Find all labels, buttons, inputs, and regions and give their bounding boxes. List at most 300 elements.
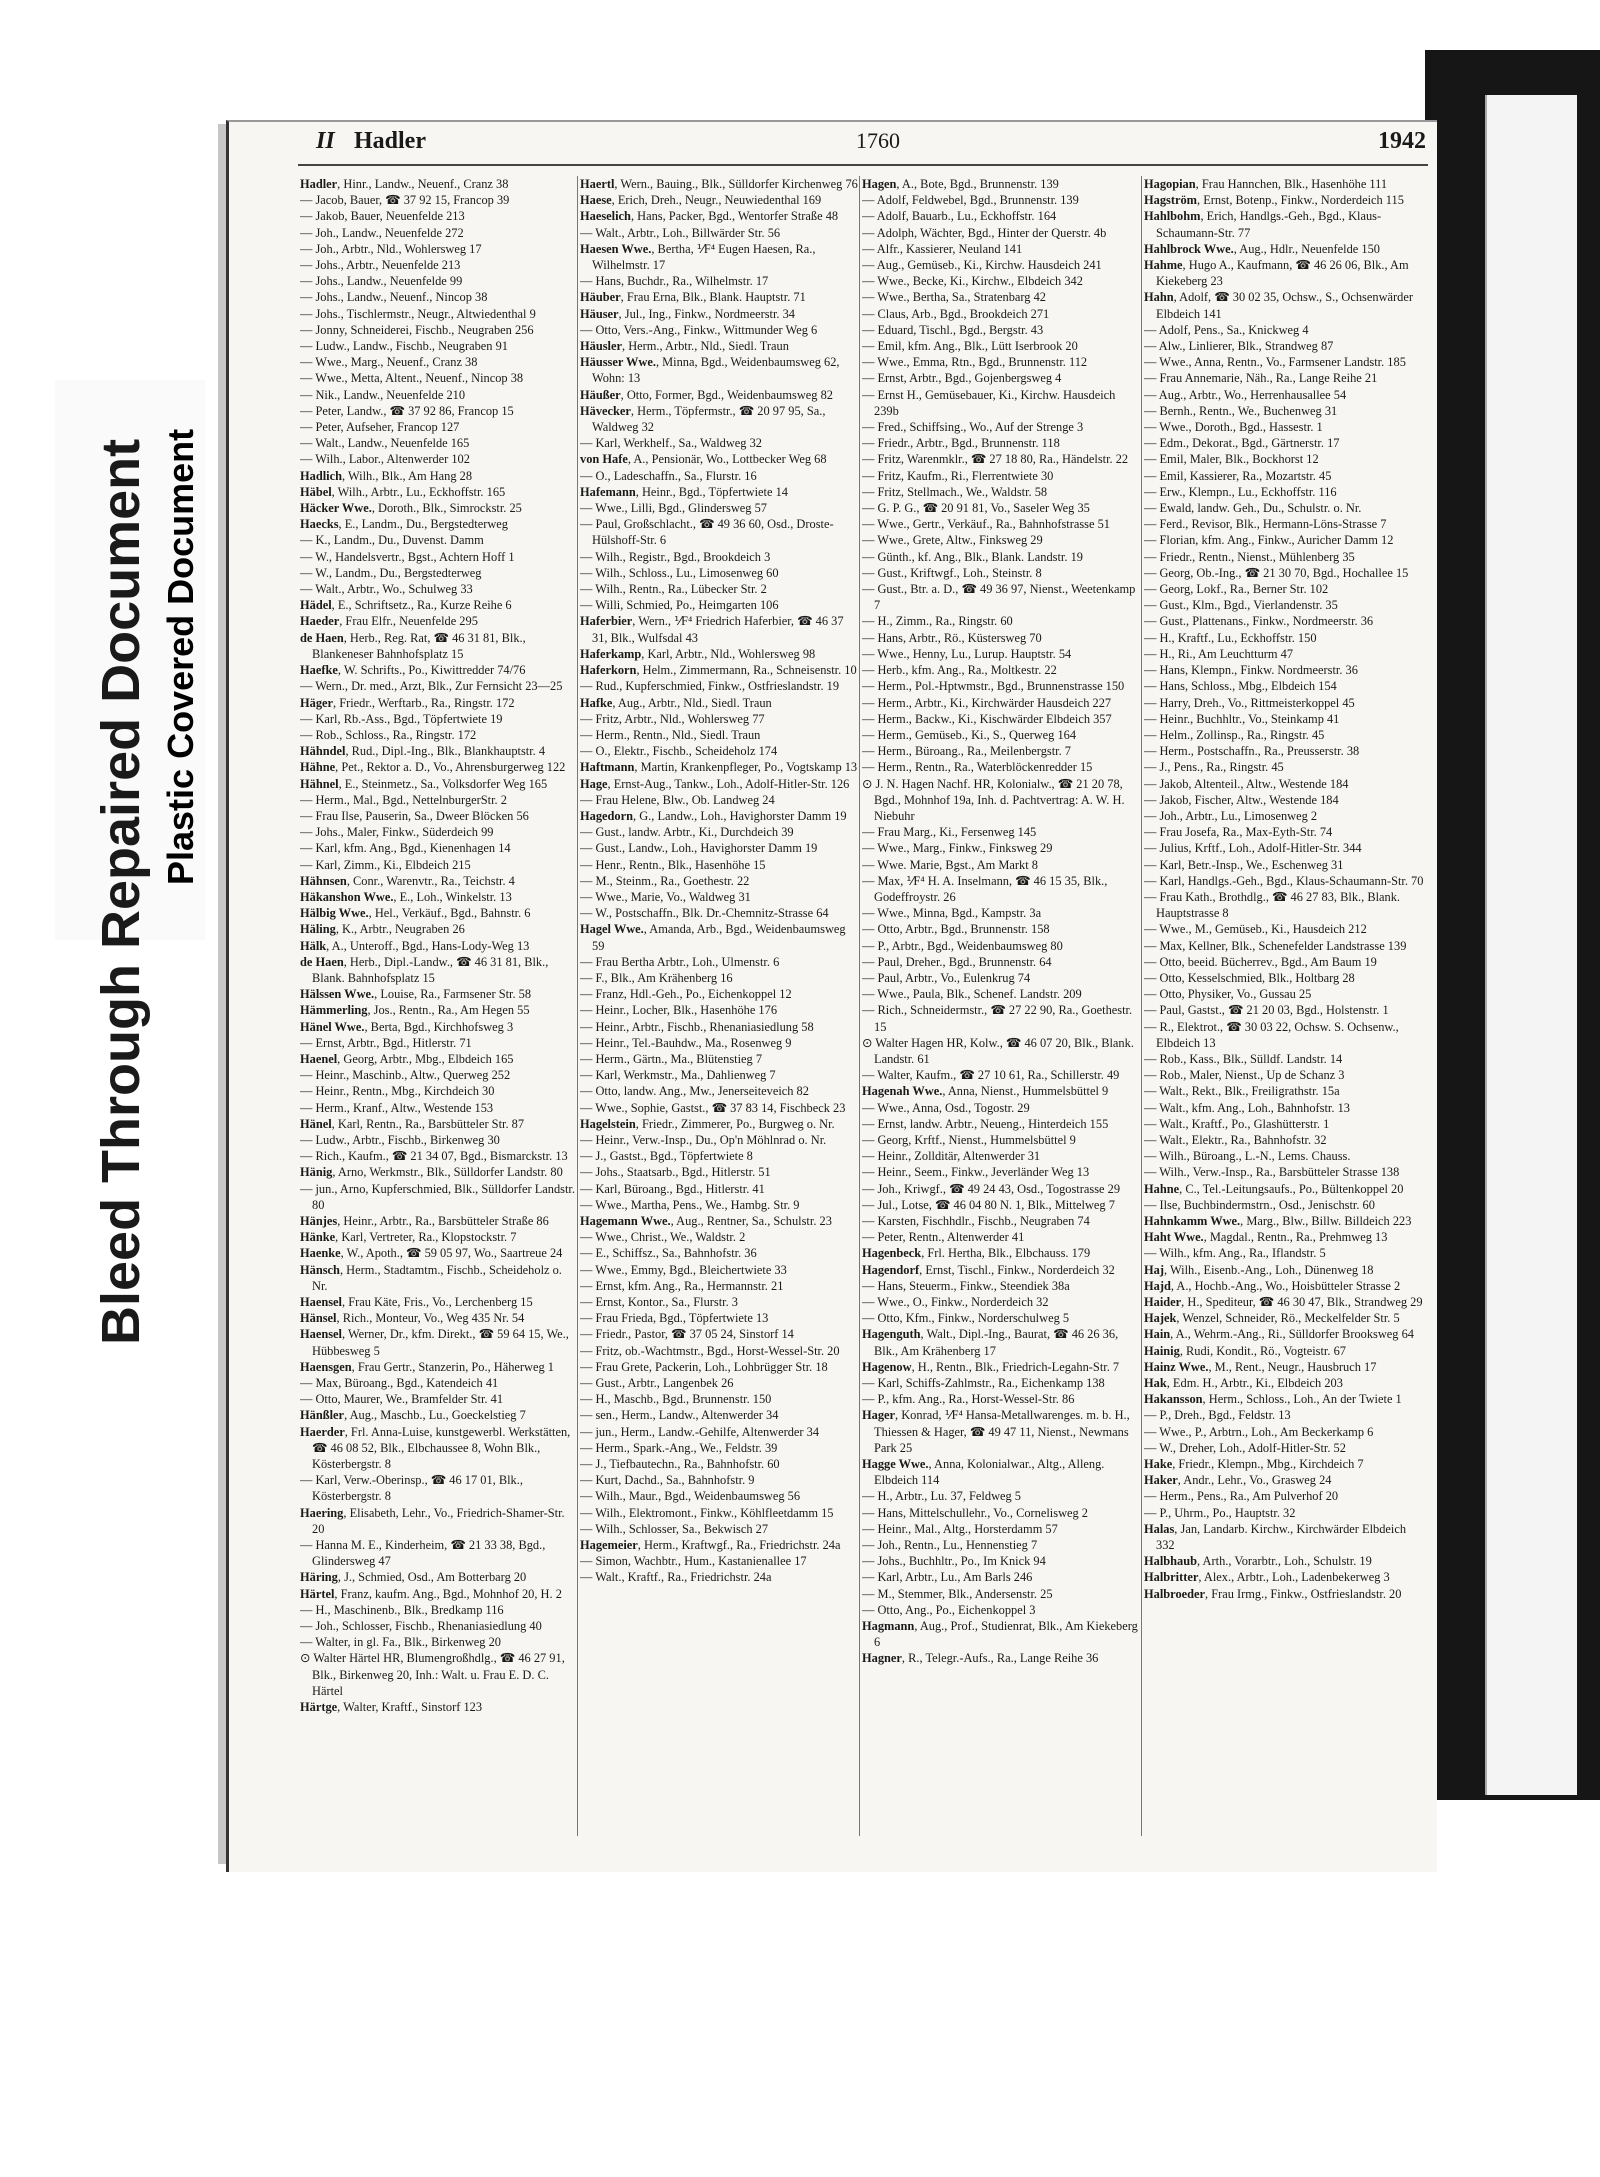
directory-entry: — Frau Ilse, Pauserin, Sa., Dweer Blöcken 56 xyxy=(300,808,529,823)
directory-entry: — Herm., Pens., Ra., Am Pulverhof 20 xyxy=(1144,1489,1339,1504)
directory-entry: — Heinr., Arbtr., Fischb., Rhenaniasiedlung 58 xyxy=(580,1019,814,1034)
directory-entry: — Walt., Kraftf., Po., Glashütterstr. 1 xyxy=(1144,1116,1330,1131)
directory-entry: — Wwe., Marie, Vo., Waldweg 31 xyxy=(580,889,751,904)
directory-entry: — Heinr., Tel.-Bauhdw., Ma., Rosenweg 9 xyxy=(580,1035,792,1050)
directory-entry: Hahlbrock Wwe., Aug., Hdlr., Neuenfelde 150 xyxy=(1144,241,1380,256)
directory-entry: — Ernst H., Gemüsebauer, Ki., Kirchw. Hausdeich 239b xyxy=(862,387,1116,418)
directory-entry: ⊙ J. N. Hagen Nachf. HR, Kolonialw., ☎ 21 20 78, Bgd., Mohnhof 19a, Inh. d. Pachtvertrag: A. W. H. Niebuhr xyxy=(862,776,1125,823)
directory-entry: Hagge Wwe., Anna, Kolonialwar., Altg., Alleng. Elbdeich 114 xyxy=(862,1457,1105,1488)
directory-entry: Hädel, E., Schriftsetz., Ra., Kurze Reihe 6 xyxy=(300,598,512,613)
directory-entry: Hahn, Adolf, ☎ 30 02 35, Ochsw., S., Ochsenwärder Elbdeich 141 xyxy=(1144,290,1413,321)
directory-entry: Hagen, A., Bote, Bgd., Brunnenstr. 139 xyxy=(862,177,1059,191)
directory-entry: Häuser, Jul., Ing., Finkw., Nordmeerstr. 34 xyxy=(580,306,795,321)
directory-entry: — Gust., Landw., Loh., Havighorster Damm 19 xyxy=(580,841,818,856)
directory-entry: Hafemann, Heinr., Bgd., Töpfertwiete 14 xyxy=(580,484,788,499)
directory-entry: de Haen, Herb., Reg. Rat, ☎ 46 31 81, Blk., Blankeneser Bahnhofsplatz 15 xyxy=(300,630,526,661)
directory-entry: — Frau Frieda, Bgd., Töpfertwiete 13 xyxy=(580,1311,769,1326)
directory-entry: — H., Maschinenb., Blk., Bredkamp 116 xyxy=(300,1602,504,1617)
directory-entry: — Walter, in gl. Fa., Blk., Birkenweg 20 xyxy=(300,1635,501,1650)
directory-entry: — Otto, Physiker, Vo., Gussau 25 xyxy=(1144,987,1312,1002)
directory-entry: — Rob., Kass., Blk., Sülldf. Landstr. 14 xyxy=(1144,1051,1343,1066)
directory-entry: — Heinr., Zollditär, Altenwerder 31 xyxy=(862,1149,1041,1164)
directory-entry: — Ernst, Kontor., Sa., Flurstr. 3 xyxy=(580,1295,738,1310)
running-head xyxy=(316,128,1426,164)
directory-entry: — Heinr., Verw.-Insp., Du., Op'n Möhlnrad o. Nr. xyxy=(580,1132,827,1147)
directory-entry: ⊙ Walter Hagen HR, Kolw., ☎ 46 07 20, Blk., Blank. Landstr. 61 xyxy=(862,1035,1134,1066)
directory-entry: Hagner, R., Telegr.-Aufs., Ra., Lange Reihe 36 xyxy=(862,1651,1099,1666)
directory-entry: Hahlbohm, Erich, Handlgs.-Geh., Bgd., Klaus-Schaumann-Str. 77 xyxy=(1144,209,1382,240)
directory-entry: Hagelstein, Friedr., Zimmerer, Po., Burgweg o. Nr. xyxy=(580,1116,835,1131)
directory-entry: — Wwe., Minna, Bgd., Kampstr. 3a xyxy=(862,906,1042,921)
directory-entry: Hävecker, Herm., Töpfermstr., ☎ 20 97 95, Sa., Waldweg 32 xyxy=(580,403,826,435)
directory-entry: — Otto, landw. Ang., Mw., Jenerseiteveich 82 xyxy=(580,1084,809,1099)
directory-entry: Häusser Wwe., Minna, Bgd., Weidenbaumsweg 62, Wohn: 13 xyxy=(580,355,840,386)
directory-entry: — E., Schiffsz., Sa., Bahnhofstr. 36 xyxy=(580,1246,757,1261)
directory-entry: — Fritz, Arbtr., Nld., Wohlersweg 77 xyxy=(580,711,765,726)
directory-entry: Haensel, Werner, Dr., kfm. Direkt., ☎ 59 64 15, We., Hübbesweg 5 xyxy=(300,1327,569,1358)
directory-entry: — O., Ladeschaffn., Sa., Flurstr. 16 xyxy=(580,468,757,483)
directory-entry: — Herm., Gärtn., Ma., Blütenstieg 7 xyxy=(580,1051,763,1066)
directory-entry: Hämmerling, Jos., Rentn., Ra., Am Hegen 55 xyxy=(300,1003,530,1018)
directory-entry: — Ewald, landw. Geh., Du., Schulstr. o. Nr. xyxy=(1144,501,1362,516)
directory-entry: — Joh., Arbtr., Nld., Wohlersweg 17 xyxy=(300,241,482,256)
directory-entry: — Karl, Verw.-Oberinsp., ☎ 46 17 01, Blk., Kösterbergstr. 8 xyxy=(300,1473,523,1504)
directory-entry: — Joh., Schlosser, Fischb., Rhenaniasiedlung 40 xyxy=(300,1619,542,1634)
volume-number: II xyxy=(316,128,335,154)
directory-entry: — Peter, Rentn., Altenwerder 41 xyxy=(862,1230,1025,1245)
directory-entry: — Ernst, Arbtr., Bgd., Hitlerstr. 71 xyxy=(300,1035,472,1050)
directory-entry: — Johs., Arbtr., Neuenfelde 213 xyxy=(300,258,461,273)
directory-entry: — Wilh., Elektromont., Finkw., Köhlfleetdamm 15 xyxy=(580,1505,834,1520)
directory-entry: — Ilse, Buchbindermstrn., Osd., Jenischstr. 60 xyxy=(1144,1197,1375,1212)
directory-entry: — Herm., Büroang., Ra., Meilenbergstr. 7 xyxy=(862,744,1072,759)
directory-entry: — Wwe., Martha, Pens., We., Hambg. Str. 9 xyxy=(580,1197,800,1212)
directory-entry: — Georg, Krftf., Nienst., Hummelsbüttel 9 xyxy=(862,1132,1076,1147)
directory-entry: — Wilh., Schloss., Lu., Limosenweg 60 xyxy=(580,565,779,580)
directory-entry: — H., Kraftf., Lu., Eckhoffstr. 150 xyxy=(1144,630,1317,645)
directory-entry: — Wwe., Emma, Rtn., Bgd., Brunnenstr. 112 xyxy=(862,355,1088,370)
directory-entry: — Karl, Arbtr., Lu., Am Barls 246 xyxy=(862,1570,1033,1585)
directory-entry: — Wilh., Labor., Altenwerder 102 xyxy=(300,452,470,467)
directory-entry: Hänel, Karl, Rentn., Ra., Barsbütteler Str. 87 xyxy=(300,1116,525,1131)
directory-entry: — Karl, Rb.-Ass., Bgd., Töpfertwiete 19 xyxy=(300,711,503,726)
directory-entry: — Ludw., Arbtr., Fischb., Birkenweg 30 xyxy=(300,1132,500,1147)
directory-entry: — Paul, Großschlacht., ☎ 49 36 60, Osd., Droste-Hülshoff-Str. 6 xyxy=(580,517,834,548)
directory-entry: — Wwe., P., Arbtrn., Loh., Am Beckerkamp 6 xyxy=(1144,1424,1374,1439)
directory-entry: Hajd, A., Hochb.-Ang., Wo., Hoisbütteler Strasse 2 xyxy=(1144,1278,1401,1293)
directory-entry: — Frau Josefa, Ra., Max-Eyth-Str. 74 xyxy=(1144,825,1333,840)
directory-entry: — Karl, Büroang., Bgd., Hitlerstr. 41 xyxy=(580,1181,765,1196)
directory-entry: Hagendorf, Ernst, Tischl., Finkw., Norderdeich 32 xyxy=(862,1262,1115,1277)
directory-entry: — Ernst, Arbtr., Bgd., Gojenbergsweg 4 xyxy=(862,371,1062,386)
directory-entry: — Gust., Btr. a. D., ☎ 49 36 97, Nienst., Weetenkamp 7 xyxy=(862,582,1136,613)
directory-entry: — Frau Helene, Blw., Ob. Landweg 24 xyxy=(580,792,775,807)
directory-entry: — Jakob, Fischer, Altw., Westende 184 xyxy=(1144,792,1339,807)
directory-entry: — Wwe., Anna, Rentn., Vo., Farmsener Landstr. 185 xyxy=(1144,355,1406,370)
directory-entry: Hainz Wwe., M., Rent., Neugr., Hausbruch 17 xyxy=(1144,1359,1377,1374)
directory-entry: — Herm., Pol.-Hptwmstr., Bgd., Brunnenstrasse 150 xyxy=(862,679,1125,694)
directory-entry: — Fred., Schiffsing., Wo., Auf der Strenge 3 xyxy=(862,420,1084,435)
header-year: 1942 xyxy=(1378,128,1426,154)
directory-entry: — Heinr., Seem., Finkw., Jeverländer Weg 13 xyxy=(862,1165,1090,1180)
directory-entry: — Jonny, Schneiderei, Fischb., Neugraben 256 xyxy=(300,322,534,337)
directory-entry: — Max, ⅟F⁴ H. A. Inselmann, ☎ 46 15 35, Blk., Godeffroystr. 26 xyxy=(862,873,1108,904)
directory-entry: — Wwe. Marie, Bgst., Am Markt 8 xyxy=(862,857,1038,872)
directory-entry: — Frau Bertha Arbtr., Loh., Ulmenstr. 6 xyxy=(580,954,780,969)
directory-entry: — Bernh., Rentn., We., Buchenweg 31 xyxy=(1144,403,1338,418)
directory-entry: — Nik., Landw., Neuenfelde 210 xyxy=(300,387,466,402)
directory-entry: — Friedr., Rentn., Nienst., Mühlenberg 35 xyxy=(1144,549,1355,564)
directory-entry: — Joh., Rentn., Lu., Hennenstieg 7 xyxy=(862,1538,1038,1553)
directory-entry: — Kurt, Dachd., Sa., Bahnhofstr. 9 xyxy=(580,1473,755,1488)
header-name: Hadler xyxy=(354,128,426,154)
directory-entry: — J., Gastst., Bgd., Töpfertwiete 8 xyxy=(580,1149,753,1164)
directory-entry: — H., Arbtr., Lu. 37, Feldweg 5 xyxy=(862,1489,1022,1504)
directory-entry: — Wilh., kfm. Ang., Ra., Iflandstr. 5 xyxy=(1144,1246,1326,1261)
directory-entry: Hänsch, Herm., Stadtamtm., Fischb., Scheideholz o. Nr. xyxy=(300,1262,562,1293)
directory-entry: — G. P. G., ☎ 20 91 81, Vo., Saseler Weg 35 xyxy=(862,501,1090,516)
directory-entry: Haker, Andr., Lehr., Vo., Grasweg 24 xyxy=(1144,1473,1332,1488)
directory-entry: Haecks, E., Landm., Du., Bergstedterweg xyxy=(300,517,508,532)
directory-entry: — Jacob, Bauer, ☎ 37 92 15, Francop 39 xyxy=(300,193,510,208)
directory-entry: — P., Uhrm., Po., Hauptstr. 32 xyxy=(1144,1505,1296,1520)
directory-entry: — Wwe., Emmy, Bgd., Bleichertwiete 33 xyxy=(580,1262,787,1277)
directory-entry: — Hans, Mittelschullehr., Vo., Cornelisweg 2 xyxy=(862,1505,1089,1520)
directory-entry: — Ernst, landw. Arbtr., Neueng., Hinterdeich 155 xyxy=(862,1116,1109,1131)
directory-entry: — Walt., Arbtr., Wo., Schulweg 33 xyxy=(300,582,473,597)
directory-entry: — Wwe., Doroth., Bgd., Hassestr. 1 xyxy=(1144,420,1323,435)
directory-entry: Hakansson, Herm., Schloss., Loh., An der Twiete 1 xyxy=(1144,1392,1402,1407)
directory-entry: — Wwe., Paula, Blk., Schenef. Landstr. 209 xyxy=(862,987,1082,1002)
directory-entry: — H., Maschb., Bgd., Brunnenstr. 150 xyxy=(580,1392,772,1407)
directory-entry: Häcker Wwe., Doroth., Blk., Simrockstr. 25 xyxy=(300,501,522,516)
directory-entry: Hänsel, Rich., Monteur, Vo., Weg 435 Nr. 54 xyxy=(300,1311,525,1326)
directory-entry: Häger, Friedr., Werftarb., Ra., Ringstr. 172 xyxy=(300,695,515,710)
directory-entry: — Walt., Rekt., Blk., Freiligrathstr. 15a xyxy=(1144,1084,1340,1099)
directory-entry: Hänke, Karl, Vertreter, Ra., Klopstockstr. 7 xyxy=(300,1230,517,1245)
directory-entry: — Karl, Werkhelf., Sa., Waldweg 32 xyxy=(580,436,762,451)
directory-entry: Hälbig Wwe., Hel., Verkäuf., Bgd., Bahnstr. 6 xyxy=(300,906,531,921)
directory-entry: — Herm., Rentn., Ra., Waterblöckenredder 15 xyxy=(862,760,1093,775)
directory-entry: Hagenow, H., Rentn., Blk., Friedrich-Legahn-Str. 7 xyxy=(862,1359,1120,1374)
directory-entry: — Wilh., Maur., Bgd., Weidenbaumsweg 56 xyxy=(580,1489,801,1504)
directory-entry: — Wwe., Bertha, Sa., Stratenbarg 42 xyxy=(862,290,1046,305)
directory-entry: — Fritz, ob.-Wachtmstr., Bgd., Horst-Wessel-Str. 20 xyxy=(580,1343,840,1358)
directory-entry: — Walt., Landw., Neuenfelde 165 xyxy=(300,436,470,451)
directory-entry: — Adolf, Feldwebel, Bgd., Brunnenstr. 139 xyxy=(862,193,1079,208)
directory-entry: — W., Handelsvertr., Bgst., Achtern Hoff 1 xyxy=(300,549,515,564)
directory-entry: — Rich., Schneidermstr., ☎ 27 22 90, Ra., Goethestr. 15 xyxy=(862,1003,1133,1034)
directory-entry: — Florian, kfm. Ang., Finkw., Auricher Damm 12 xyxy=(1144,533,1394,548)
directory-entry: — Hans, Buchdr., Ra., Wilhelmstr. 17 xyxy=(580,274,769,289)
directory-entry: Hänjes, Heinr., Arbtr., Ra., Barsbütteler Straße 86 xyxy=(300,1214,549,1228)
directory-entry: — Heinr., Locher, Blk., Hasenhöhe 176 xyxy=(580,1003,778,1018)
directory-entry: Hagedorn, G., Landw., Loh., Havighorster Damm 19 xyxy=(580,808,847,823)
directory-entry: — Herm., Postschaffn., Ra., Preusserstr. 38 xyxy=(1144,744,1360,759)
directory-entry: — P., Dreh., Bgd., Feldstr. 13 xyxy=(1144,1408,1291,1423)
directory-entry: — Franz, Hdl.-Geh., Po., Eichenkoppel 12 xyxy=(580,987,792,1002)
directory-entry: Hafke, Aug., Arbtr., Nld., Siedl. Traun xyxy=(580,695,772,710)
directory-entry: — Herm., Mal., Bgd., NettelnburgerStr. 2 xyxy=(300,792,507,807)
directory-entry: — Herm., Kranf., Altw., Westende 153 xyxy=(300,1100,494,1115)
directory-entry: — Gust., landw. Arbtr., Ki., Durchdeich 39 xyxy=(580,825,794,840)
directory-entry: — Claus, Arb., Bgd., Brookdeich 271 xyxy=(862,306,1050,321)
directory-entry: Hähnsen, Conr., Warenvtr., Ra., Teichstr. 4 xyxy=(300,873,515,888)
directory-entry: Haeder, Frau Elfr., Neuenfelde 295 xyxy=(300,614,478,629)
directory-entry: Häusler, Herm., Arbtr., Nld., Siedl. Traun xyxy=(580,339,789,354)
directory-entry: — Jul., Lotse, ☎ 46 04 80 N. 1, Blk., Mittelweg 7 xyxy=(862,1197,1115,1212)
column-divider xyxy=(1141,176,1142,1836)
directory-entry: — Adolf, Pens., Sa., Knickweg 4 xyxy=(1144,322,1309,337)
directory-entry: — Henr., Rentn., Blk., Hasenhöhe 15 xyxy=(580,857,766,872)
directory-entry: Hagenguth, Walt., Dipl.-Ing., Baurat, ☎ 46 26 36, Blk., Am Krähenberg 17 xyxy=(862,1327,1119,1358)
directory-entry: Haensel, Frau Käte, Fris., Vo., Lerchenberg 15 xyxy=(300,1295,533,1310)
directory-entry: — Johs., Tischlermstr., Neugr., Altwiedenthal 9 xyxy=(300,306,536,321)
directory-entry: — Fritz, Stellmach., We., Waldstr. 58 xyxy=(862,484,1048,499)
directory-entry: — Wilh., Büroang., L.-N., Lems. Chauss. xyxy=(1144,1149,1351,1164)
directory-entry: — Wilh., Verw.-Insp., Ra., Barsbütteler Strasse 138 xyxy=(1144,1165,1400,1180)
directory-entry: — H., Zimm., Ra., Ringstr. 60 xyxy=(862,614,1013,629)
directory-entry: — Wern., Dr. med., Arzt, Blk., Zur Fernsicht 23—25 xyxy=(300,679,563,694)
directory-entry: — Wilh., Registr., Bgd., Brookdeich 3 xyxy=(580,549,771,564)
directory-entry: Hahme, Hugo A., Kaufmann, ☎ 46 26 06, Blk., Am Kiekeberg 23 xyxy=(1144,258,1409,289)
directory-entry: — Alfr., Kassierer, Neuland 141 xyxy=(862,241,1023,256)
directory-entry: — Johs., Landw., Neuenf., Nincop 38 xyxy=(300,290,488,305)
directory-entry: — Otto, beeid. Bücherrev., Bgd., Am Baum 19 xyxy=(1144,954,1377,969)
directory-entry: — Adolph, Wächter, Bgd., Hinter der Querstr. 4b xyxy=(862,225,1107,240)
directory-entry: — Rud., Kupferschmied, Finkw., Ostfrieslandstr. 19 xyxy=(580,679,840,694)
plastic-covered-label: Plastic Covered Document xyxy=(160,428,201,885)
directory-entry: Haensgen, Frau Gertr., Stanzerin, Po., Häherweg 1 xyxy=(300,1359,554,1374)
directory-entry: — Karl, Schiffs-Zahlmstr., Ra., Eichenkamp 138 xyxy=(862,1376,1105,1391)
directory-entry: Hajek, Wenzel, Schneider, Rö., Meckelfelder Str. 5 xyxy=(1144,1311,1400,1326)
directory-entry: Haj, Wilh., Eisenb.-Ang., Loh., Dünenweg 18 xyxy=(1144,1262,1374,1277)
directory-entry: Häkanshon Wwe., E., Loh., Winkelstr. 13 xyxy=(300,889,512,904)
directory-entry: Hagmann, Aug., Prof., Studienrat, Blk., Am Kiekeberg 6 xyxy=(862,1619,1138,1650)
directory-entry: — Rich., Kaufm., ☎ 21 34 07, Bgd., Bismarckstr. 13 xyxy=(300,1149,568,1164)
directory-column-1 xyxy=(300,176,578,1836)
directory-entry: — Gust., Kriftwgf., Loh., Steinstr. 8 xyxy=(862,565,1042,580)
directory-entry: — Wwe., Gertr., Verkäuf., Ra., Bahnhofstrasse 51 xyxy=(862,517,1110,532)
directory-entry: — Otto, Ang., Po., Eichenkoppel 3 xyxy=(862,1602,1036,1617)
directory-entry: Haeselich, Hans, Packer, Bgd., Wentorfer Straße 48 xyxy=(580,209,839,224)
directory-entry: Haering, Elisabeth, Lehr., Vo., Friedrich-Shamer-Str. 20 xyxy=(300,1505,565,1536)
directory-entry: — Wwe., Anna, Osd., Togostr. 29 xyxy=(862,1100,1030,1115)
directory-entry: — W., Postschaffn., Blk. Dr.-Chemnitz-Strasse 64 xyxy=(580,906,829,921)
directory-entry: Hager, Konrad, ⅟F⁴ Hansa-Metallwarenges. m. b. H., Thiessen & Hager, ☎ 49 47 11, Nienst., Newmans Park 25 xyxy=(862,1408,1130,1455)
directory-entry: — Herm., Arbtr., Ki., Kirchwärder Hausdeich 227 xyxy=(862,695,1112,710)
directory-entry: — Hans, Arbtr., Rö., Küstersweg 70 xyxy=(862,630,1042,645)
directory-entry: Hagenbeck, Frl. Hertha, Blk., Elbchauss. 179 xyxy=(862,1246,1091,1261)
directory-entry: — Wilh., Rentn., Ra., Lübecker Str. 2 xyxy=(580,582,767,597)
directory-entry: — Helm., Zollinsp., Ra., Ringstr. 45 xyxy=(1144,727,1325,742)
directory-entry: — J., Pens., Ra., Ringstr. 45 xyxy=(1144,760,1284,775)
directory-entry: — Walt., kfm. Ang., Loh., Bahnhofstr. 13 xyxy=(1144,1100,1350,1115)
directory-entry: — Edm., Dekorat., Bgd., Gärtnerstr. 17 xyxy=(1144,436,1340,451)
directory-entry: — Otto, Kfm., Finkw., Norderschulweg 5 xyxy=(862,1311,1070,1326)
directory-entry: — Heinr., Rentn., Mbg., Kirchdeich 30 xyxy=(300,1084,495,1099)
directory-entry: — Wwe., Henny, Lu., Lurup. Hauptstr. 54 xyxy=(862,646,1072,661)
directory-entry: Häußer, Otto, Former, Bgd., Weidenbaumsweg 82 xyxy=(580,387,833,402)
directory-entry: — Wwe., Metta, Altent., Neuenf., Nincop 38 xyxy=(300,371,524,386)
directory-entry: Hänig, Arno, Werkmstr., Blk., Sülldorfer Landstr. 80 xyxy=(300,1165,563,1180)
directory-entry: — W., Dreher, Loh., Adolf-Hitler-Str. 52 xyxy=(1144,1440,1346,1455)
directory-entry: — Alw., Linlierer, Blk., Strandweg 87 xyxy=(1144,339,1334,354)
directory-entry: Haefke, W. Schrifts., Po., Kiwittredder 74/76 xyxy=(300,663,526,678)
directory-entry: Häring, J., Schmied, Osd., Am Botterbarg 20 xyxy=(300,1570,527,1585)
directory-entry: — R., Elektrot., ☎ 30 03 22, Ochsw. S. Ochsenw., Elbdeich 13 xyxy=(1144,1019,1399,1050)
directory-entry: — Aug., Arbtr., Wo., Herrenhausallee 54 xyxy=(1144,387,1347,402)
directory-entry: — Willi, Schmied, Po., Heimgarten 106 xyxy=(580,598,779,613)
directory-entry: — Emil, kfm. Ang., Blk., Lütt Iserbrook 20 xyxy=(862,339,1078,354)
column-divider xyxy=(577,176,578,1836)
directory-entry: Härtge, Walter, Kraftf., Sinstorf 123 xyxy=(300,1700,483,1715)
directory-entry: — Ludw., Landw., Fischb., Neugraben 91 xyxy=(300,339,508,354)
directory-entry: — Joh., Arbtr., Lu., Limosenweg 2 xyxy=(1144,808,1318,823)
directory-entry: — P., kfm. Ang., Ra., Horst-Wessel-Str. 86 xyxy=(862,1392,1075,1407)
directory-entry: Hahnkamm Wwe., Marg., Blw., Billw. Billdeich 223 xyxy=(1144,1214,1412,1228)
directory-entry: — Walter, Kaufm., ☎ 27 10 61, Ra., Schillerstr. 49 xyxy=(862,1068,1120,1083)
directory-entry: Hänßler, Aug., Maschb., Lu., Goeckelstieg 7 xyxy=(300,1408,526,1423)
directory-entry: — Walt., Kraftf., Ra., Friedrichstr. 24a xyxy=(580,1570,772,1585)
directory-entry: — Fritz, Warenmklr., ☎ 27 18 80, Ra., Händelstr. 22 xyxy=(862,452,1129,467)
directory-entry: — Johs., Staatsarb., Bgd., Hitlerstr. 51 xyxy=(580,1165,771,1180)
directory-entry: Haftmann, Martin, Krankenpfleger, Po., Vogtskamp 13 xyxy=(580,760,858,775)
directory-entry: Halbritter, Alex., Arbtr., Loh., Ladenbekerweg 3 xyxy=(1144,1570,1390,1585)
directory-entry: — W., Landm., Du., Bergstedterweg xyxy=(300,565,482,580)
directory-entry: — Jakob, Altenteil., Altw., Westende 184 xyxy=(1144,776,1349,791)
directory-entry: Hagemeier, Herm., Kraftwgf., Ra., Friedrichstr. 24a xyxy=(580,1538,841,1553)
directory-entry: — Wwe., Sophie, Gastst., ☎ 37 83 14, Fischbeck 23 xyxy=(580,1100,846,1115)
directory-entry: — Walt., Arbtr., Loh., Billwärder Str. 56 xyxy=(580,225,781,240)
directory-entry: — Julius, Krftf., Loh., Adolf-Hitler-Str. 344 xyxy=(1144,841,1362,856)
directory-column-4 xyxy=(1144,176,1426,1836)
directory-entry: — Wwe., O., Finkw., Norderdeich 32 xyxy=(862,1295,1049,1310)
directory-entry: — Peter, Aufseher, Francop 127 xyxy=(300,420,460,435)
directory-entry: — Hans, Steuerm., Finkw., Steendiek 38a xyxy=(862,1278,1070,1293)
directory-entry: — Johs., Landw., Neuenfelde 99 xyxy=(300,274,463,289)
directory-entry: — Paul, Arbtr., Vo., Eulenkrug 74 xyxy=(862,970,1031,985)
directory-entry: — Emil, Kassierer, Ra., Mozartstr. 45 xyxy=(1144,468,1332,483)
directory-entry: Halbhaub, Arth., Vorarbtr., Loh., Schulstr. 19 xyxy=(1144,1554,1372,1569)
directory-entry: — Frau Grete, Packerin, Loh., Lohbrügger Str. 18 xyxy=(580,1359,828,1374)
directory-entry: — Otto, Vers.-Ang., Finkw., Wittmunder Weg 6 xyxy=(580,322,818,337)
directory-entry: — Herb., kfm. Ang., Ra., Moltkestr. 22 xyxy=(862,663,1057,678)
directory-entry: — Gust., Plattenans., Finkw., Nordmeerstr. 36 xyxy=(1144,614,1374,629)
directory-entry: Hain, A., Wehrm.-Ang., Ri., Sülldorfer Brooksweg 64 xyxy=(1144,1327,1414,1342)
directory-entry: — Herm., Spark.-Ang., We., Feldstr. 39 xyxy=(580,1440,778,1455)
directory-entry: Häbel, Wilh., Arbtr., Lu., Eckhoffstr. 165 xyxy=(300,484,506,499)
directory-entry: — Peter, Landw., ☎ 37 92 86, Francop 15 xyxy=(300,403,514,418)
directory-entry: — Hanna M. E., Kinderheim, ☎ 21 33 38, Bgd., Glindersweg 47 xyxy=(300,1538,546,1569)
directory-entry: Häuber, Frau Erna, Blk., Blank. Hauptstr. 71 xyxy=(580,290,806,305)
directory-entry: Haenel, Georg, Arbtr., Mbg., Elbdeich 165 xyxy=(300,1051,514,1066)
directory-entry: Hagström, Ernst, Botenp., Finkw., Norderdeich 115 xyxy=(1144,193,1404,208)
bleed-through-text: Bleed Through xyxy=(91,964,151,1345)
directory-entry: — Wwe., Grete, Altw., Finksweg 29 xyxy=(862,533,1043,548)
directory-entry: — Wilh., Schlosser, Sa., Bekwisch 27 xyxy=(580,1521,769,1536)
directory-entry: Hagel Wwe., Amanda, Arb., Bgd., Weidenbaumsweg 59 xyxy=(580,922,846,953)
directory-entry: — Ernst, kfm. Ang., Ra., Hermannstr. 21 xyxy=(580,1278,784,1293)
directory-entry: Haesen Wwe., Bertha, ⅟F⁴ Eugen Haesen, Ra., Wilhelmstr. 17 xyxy=(580,241,816,273)
directory-entry: — Wwe., M., Gemüseb., Ki., Hausdeich 212 xyxy=(1144,922,1367,937)
directory-entry: — P., Arbtr., Bgd., Weidenbaumsweg 80 xyxy=(862,938,1063,953)
scanner-edge-strip xyxy=(1485,95,1577,1795)
directory-entry: — Joh., Landw., Neuenfelde 272 xyxy=(300,225,464,240)
directory-entry: Hainig, Rudi, Kondit., Rö., Vogteistr. 67 xyxy=(1144,1343,1346,1358)
directory-entry: — Heinr., Buchhltr., Vo., Steinkamp 41 xyxy=(1144,711,1340,726)
directory-entry: — Paul, Gastst., ☎ 21 20 03, Bgd., Holstenstr. 1 xyxy=(1144,1003,1389,1018)
directory-entry: Hähnel, E., Steinmetz., Sa., Volksdorfer Weg 165 xyxy=(300,776,548,791)
page-number: 1760 xyxy=(856,128,900,153)
directory-entry: Hälssen Wwe., Louise, Ra., Farmsener Str. 58 xyxy=(300,987,532,1002)
directory-column-3 xyxy=(862,176,1140,1836)
directory-entry: — Johs., Maler, Finkw., Süderdeich 99 xyxy=(300,825,494,840)
directory-entry: — Wwe., Marg., Neuenf., Cranz 38 xyxy=(300,355,478,370)
directory-entry: Häling, K., Arbtr., Neugraben 26 xyxy=(300,922,465,937)
directory-entry: Haferkamp, Karl, Arbtr., Nld., Wohlersweg 98 xyxy=(580,646,816,661)
directory-entry: Härtel, Franz, kaufm. Ang., Bgd., Mohnhof 20, H. 2 xyxy=(300,1586,562,1601)
directory-entry: — Wwe., Marg., Finkw., Finksweg 29 xyxy=(862,841,1053,856)
directory-entry: — Simon, Wachbtr., Hum., Kastanienallee 17 xyxy=(580,1554,807,1569)
directory-entry: — Harry, Dreh., Vo., Rittmeisterkoppel 45 xyxy=(1144,695,1355,710)
directory-entry: — jun., Herm., Landw.-Gehilfe, Altenwerder 34 xyxy=(580,1424,820,1439)
directory-entry: — Emil, Maler, Blk., Bockhorst 12 xyxy=(1144,452,1319,467)
directory-entry: — Günth., kf. Ang., Blk., Blank. Landstr. 19 xyxy=(862,549,1083,564)
page-shadow xyxy=(218,124,226,1864)
directory-entry: — sen., Herm., Landw., Altenwerder 34 xyxy=(580,1408,779,1423)
directory-entry: — M., Stemmer, Blk., Andersenstr. 25 xyxy=(862,1586,1053,1601)
directory-entry: Hadlich, Wilh., Blk., Am Hang 28 xyxy=(300,468,473,483)
directory-entry: Hälk, A., Unteroff., Bgd., Hans-Lody-Weg 13 xyxy=(300,938,530,953)
directory-entry: Haerder, Frl. Anna-Luise, kunstgewerbl. Werkstätten, ☎ 46 08 52, Blk., Elbchaussee 8, Wohn Blk., Kösterbergstr. 8 xyxy=(300,1424,571,1472)
directory-entry: Halbroeder, Frau Irmg., Finkw., Ostfrieslandstr. 20 xyxy=(1144,1586,1402,1601)
directory-entry: Haese, Erich, Dreh., Neugr., Neuwiedenthal 169 xyxy=(580,193,822,208)
directory-entry: — Otto, Kesselschmied, Blk., Holtbarg 28 xyxy=(1144,970,1355,985)
directory-entry: — Adolf, Bauarb., Lu., Eckhoffstr. 164 xyxy=(862,209,1057,224)
directory-entry: — jun., Arno, Kupferschmied, Blk., Sülldorfer Landstr. 80 xyxy=(300,1181,575,1212)
directory-entry: Hagenah Wwe., Anna, Nienst., Hummelsbüttel 9 xyxy=(862,1084,1109,1099)
directory-entry: — Joh., Kriwgf., ☎ 49 24 43, Osd., Togostrasse 29 xyxy=(862,1181,1121,1196)
directory-entry: Hak, Edm. H., Arbtr., Ki., Elbdeich 203 xyxy=(1144,1376,1343,1391)
directory-entry: — Frau Marg., Ki., Fersenweg 145 xyxy=(862,825,1037,840)
directory-entry: — Wwe., Christ., We., Waldstr. 2 xyxy=(580,1230,746,1245)
directory-entry: — Johs., Buchhltr., Po., Im Knick 94 xyxy=(862,1554,1046,1569)
directory-entry: — Herm., Gemüseb., Ki., S., Querweg 164 xyxy=(862,727,1077,742)
directory-entry: — Gust., Klm., Bgd., Vierlandenstr. 35 xyxy=(1144,598,1338,613)
directory-entry: — Frau Kath., Brothdlg., ☎ 46 27 83, Blk., Blank. Hauptstrasse 8 xyxy=(1144,889,1401,921)
directory-entry: — Wwe., Becke, Ki., Kirchw., Elbdeich 342 xyxy=(862,274,1083,289)
directory-entry: — Heinr., Mal., Altg., Horsterdamm 57 xyxy=(862,1521,1058,1536)
directory-entry: — M., Steinm., Ra., Goethestr. 22 xyxy=(580,873,750,888)
directory-entry: — Eduard, Tischl., Bgd., Bergstr. 43 xyxy=(862,322,1044,337)
directory-entry: von Hafe, A., Pensionär, Wo., Lottbecker Weg 68 xyxy=(580,452,827,467)
directory-entry: Hagemann Wwe., Aug., Rentner, Sa., Schulstr. 23 xyxy=(580,1214,832,1228)
directory-entry: Haenke, W., Apoth., ☎ 59 05 97, Wo., Saartreue 24 xyxy=(300,1246,563,1261)
directory-entry: Haht Wwe., Magdal., Rentn., Ra., Prehmweg 13 xyxy=(1144,1230,1388,1245)
directory-entry: Hänel Wwe., Berta, Bgd., Kirchhofsweg 3 xyxy=(300,1019,514,1034)
directory-entry: — Georg, Ob.-Ing., ☎ 21 30 70, Bgd., Hochallee 15 xyxy=(1144,565,1409,580)
directory-entry: — Karl, Handlgs.-Geh., Bgd., Klaus-Schaumann-Str. 70 xyxy=(1144,873,1424,888)
directory-entry: — Rob., Schloss., Ra., Ringstr. 172 xyxy=(300,727,477,742)
directory-entry: — Otto, Arbtr., Bgd., Brunnenstr. 158 xyxy=(862,922,1050,937)
directory-entry: — Gust., Arbtr., Langenbek 26 xyxy=(580,1376,734,1391)
directory-entry: Hähndel, Rud., Dipl.-Ing., Blk., Blankhauptstr. 4 xyxy=(300,744,546,759)
directory-entry: — Hans, Schloss., Mbg., Elbdeich 154 xyxy=(1144,679,1337,694)
directory-entry: Hagopian, Frau Hannchen, Blk., Hasenhöhe 111 xyxy=(1144,177,1388,191)
directory-entry: Hahne, C., Tel.-Leitungsaufs., Po., Bültenkoppel 20 xyxy=(1144,1181,1404,1196)
directory-entry: — Karl, Betr.-Insp., We., Eschenweg 31 xyxy=(1144,857,1344,872)
